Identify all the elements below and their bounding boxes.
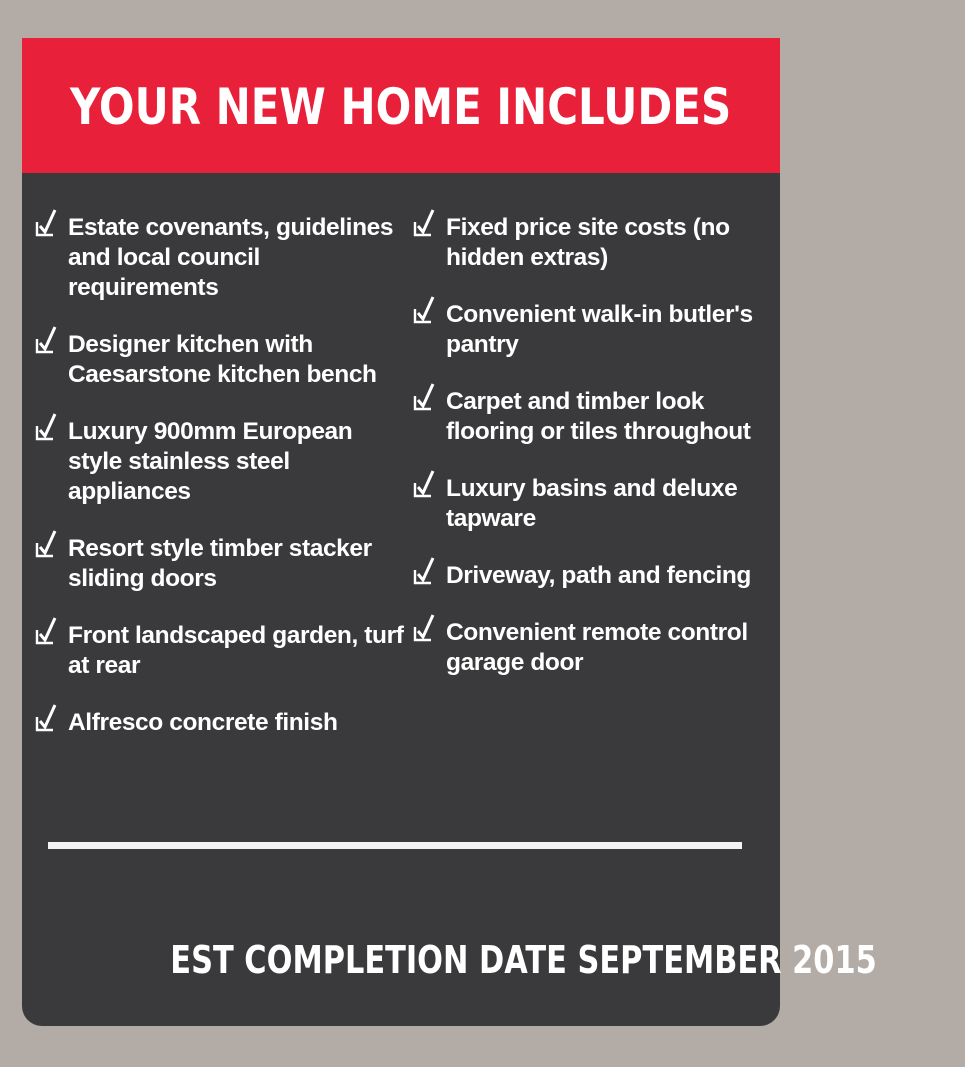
list-item-label: Front landscaped garden, turf at rear xyxy=(68,622,404,679)
list-item xyxy=(412,300,777,360)
list-item-label: Convenient remote control garage door xyxy=(446,619,748,676)
list-item xyxy=(412,387,777,447)
list-item xyxy=(412,474,777,534)
header-banner xyxy=(22,38,780,173)
list-item xyxy=(412,618,777,678)
list-item xyxy=(412,213,777,273)
completion-date-text: EST COMPLETION DATE SEPTEMBER 2015 xyxy=(170,938,877,982)
list-item xyxy=(34,213,409,303)
checkmark-box-icon xyxy=(34,528,60,560)
list-item-label: Estate covenants, guidelines and local council requirements xyxy=(68,214,394,301)
checkmark-box-icon xyxy=(412,207,438,239)
list-item xyxy=(34,534,409,594)
checkmark-box-icon xyxy=(34,411,60,443)
list-item-label: Luxury basins and deluxe tapware xyxy=(446,475,738,532)
checkmark-box-icon xyxy=(412,555,438,587)
checkmark-box-icon xyxy=(34,207,60,239)
list-item xyxy=(412,561,777,591)
checkmark-box-icon xyxy=(34,615,60,647)
list-item xyxy=(34,708,409,738)
completion-date xyxy=(22,938,877,982)
checkmark-box-icon xyxy=(412,468,438,500)
list-item-label: Driveway, path and fencing xyxy=(446,562,751,589)
checkmark-box-icon xyxy=(412,612,438,644)
checkmark-box-icon xyxy=(34,702,60,734)
checkmark-box-icon xyxy=(412,381,438,413)
list-item-label: Resort style timber stacker sliding doors xyxy=(68,535,372,592)
list-item-label: Luxury 900mm European style stainless steel appliances xyxy=(68,418,353,505)
left-list xyxy=(34,213,409,765)
right-list xyxy=(412,213,777,705)
list-item xyxy=(34,417,409,507)
checkmark-box-icon xyxy=(34,324,60,356)
list-item-label: Convenient walk-in butler's pantry xyxy=(446,301,753,358)
checkmark-box-icon xyxy=(412,294,438,326)
includes-card xyxy=(22,38,877,1026)
list-item xyxy=(34,621,409,681)
list-item xyxy=(34,330,409,390)
list-item-label: Designer kitchen with Caesarstone kitchen bench xyxy=(68,331,377,388)
list-item-label: Carpet and timber look flooring or tiles throughout xyxy=(446,388,751,445)
divider-line xyxy=(48,842,742,849)
list-item-label: Alfresco concrete finish xyxy=(68,709,338,736)
list-item-label: Fixed price site costs (no hidden extras) xyxy=(446,214,730,271)
page-title: YOUR NEW HOME INCLUDES xyxy=(70,77,732,136)
